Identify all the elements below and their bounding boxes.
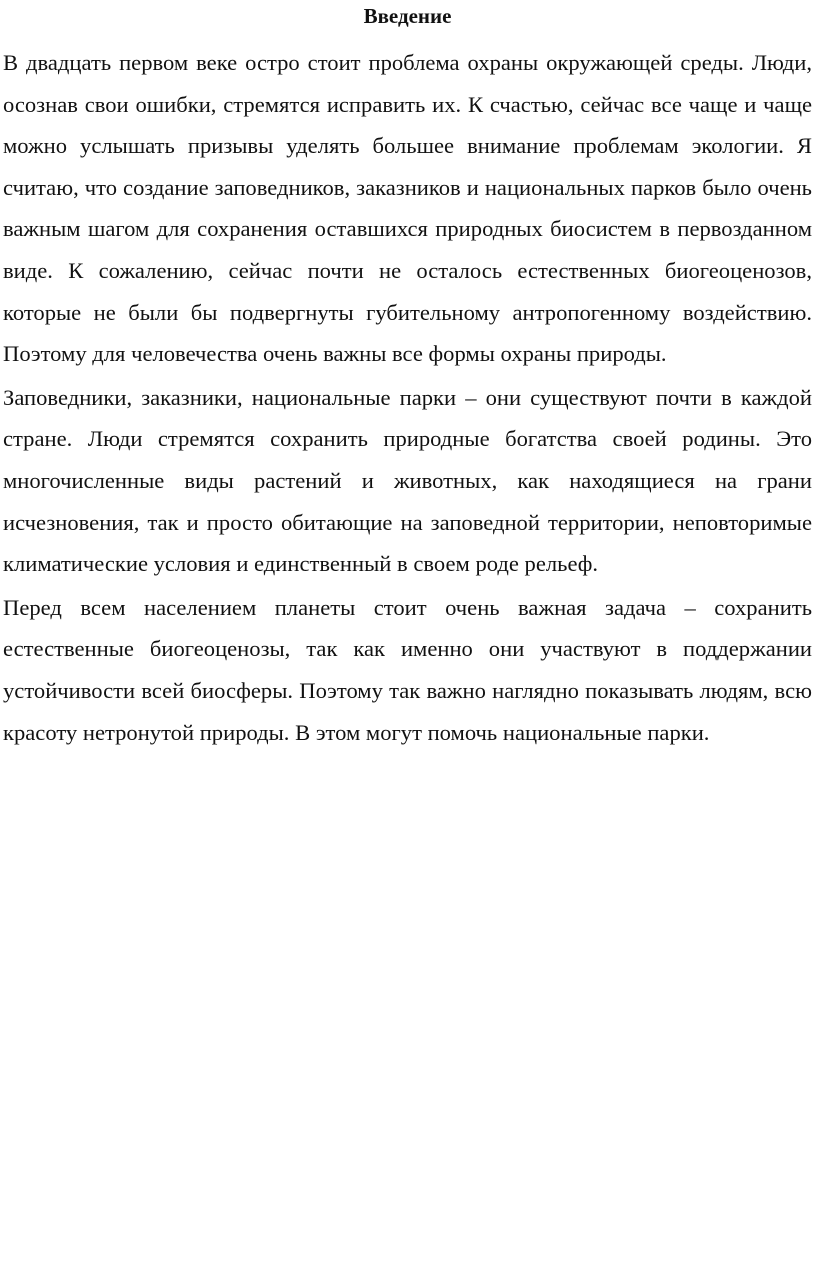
paragraph-1: В двадцать первом веке остро стоит проблема охраны окружающей среды. Люди, осознав свои ошибки, стремятся исправить их. К счастью, сейчас все чаще и чаще можно услышать призывы уделять большее внимание проблемам экологии. Я считаю, что создание заповедников, заказников и национальных парков было очень важным шагом для сохранения оставшихся природных биосистем в первозданном виде. К сожалению, сейчас почти не осталось естественных биогеоценозов, которые не были бы подвергнуты губительному антропогенному воздействию. Поэтому для человечества очень важны все формы охраны природы.: [3, 50, 812, 367]
paragraph-3: Перед всем населением планеты стоит очень важная задача – сохранить естественные биогеоценозы, так как именно они участвуют в поддержании устойчивости всей биосферы. Поэтому так важно наглядно показывать людям, всю красоту нетронутой природы. В этом могут помочь национальные парки.: [3, 594, 812, 745]
paragraph-2: Заповедники, заказники, национальные парки – они существуют почти в каждой стране. Люди стремятся сохранить природные богатства своей родины. Это многочисленные виды растений и животных, как находящиеся на грани исчезновения, так и просто обитающие на заповедной территории, неповторимые климатические условия и единственный в своем роде рельеф.: [3, 384, 812, 577]
document-title: Введение: [363, 4, 452, 28]
